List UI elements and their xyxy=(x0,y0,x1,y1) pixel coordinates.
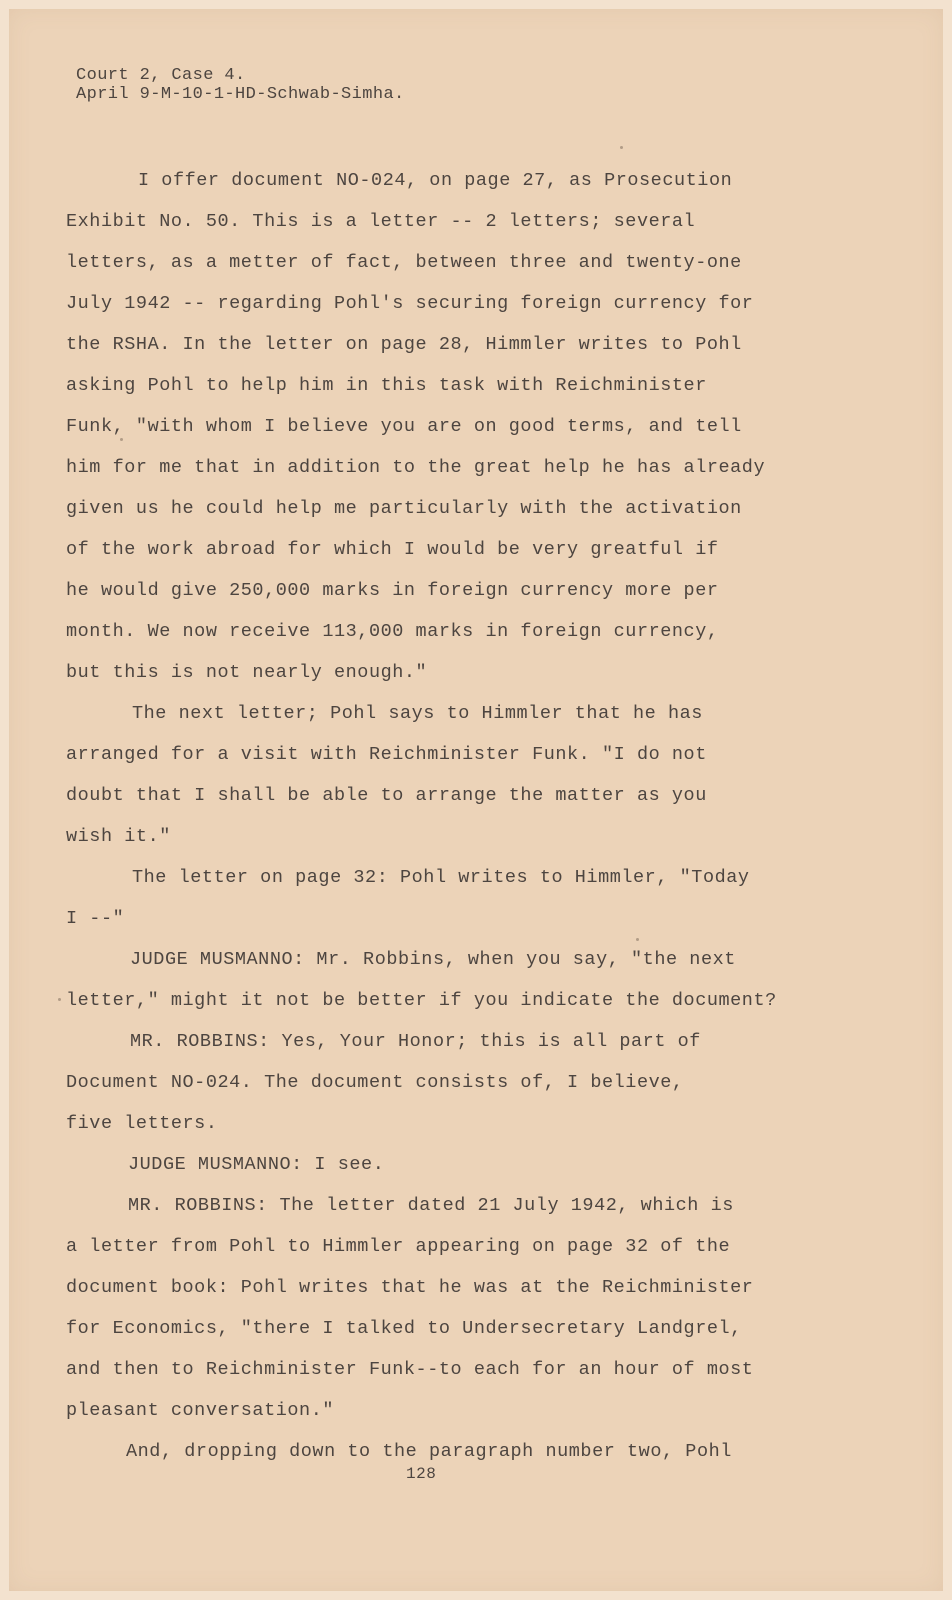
transcript-line: letters, as a metter of fact, between three and twenty-one xyxy=(66,252,742,273)
transcript-line: JUDGE MUSMANNO: Mr. Robbins, when you say, "the next xyxy=(130,949,736,970)
transcript-line: given us he could help me particularly with the activation xyxy=(66,498,742,519)
transcript-line: I --" xyxy=(66,908,125,929)
transcript-line: JUDGE MUSMANNO: I see. xyxy=(128,1154,385,1175)
transcript-line: the RSHA. In the letter on page 28, Himmler writes to Pohl xyxy=(66,334,742,355)
transcript-line: he would give 250,000 marks in foreign currency more per xyxy=(66,580,719,601)
transcript-line: MR. ROBBINS: The letter dated 21 July 1942, which is xyxy=(128,1195,734,1216)
transcript-line: letter," might it not be better if you indicate the document? xyxy=(66,990,777,1011)
transcript-line: wish it." xyxy=(66,826,171,847)
transcript-line: month. We now receive 113,000 marks in foreign currency, xyxy=(66,621,719,642)
case-header-line-2: April 9-M-10-1-HD-Schwab-Simha. xyxy=(76,85,405,104)
transcript-line: a letter from Pohl to Himmler appearing on page 32 of the xyxy=(66,1236,731,1257)
transcript-line: doubt that I shall be able to arrange the matter as you xyxy=(66,785,707,806)
transcript-line: And, dropping down to the paragraph number two, Pohl xyxy=(126,1441,732,1462)
transcript-line: Funk, "with whom I believe you are on good terms, and tell xyxy=(66,416,742,437)
transcript-line: I offer document NO-024, on page 27, as Prosecution xyxy=(138,170,733,191)
case-header-line-1: Court 2, Case 4. xyxy=(76,66,246,85)
paper-speck xyxy=(636,938,639,941)
paper-speck xyxy=(120,438,123,441)
transcript-line: him for me that in addition to the great help he has already xyxy=(66,457,766,478)
transcript-line: pleasant conversation." xyxy=(66,1400,334,1421)
paper-speck xyxy=(620,146,623,149)
transcript-line: for Economics, "there I talked to Undersecretary Landgrel, xyxy=(66,1318,742,1339)
page-number: 128 xyxy=(406,1465,437,1483)
transcript-line: document book: Pohl writes that he was at the Reichminister xyxy=(66,1277,754,1298)
transcript-line: July 1942 -- regarding Pohl's securing foreign currency for xyxy=(66,293,754,314)
transcript-line: The next letter; Pohl says to Himmler that he has xyxy=(132,703,703,724)
transcript-line: asking Pohl to help him in this task with Reichminister xyxy=(66,375,707,396)
case-header xyxy=(76,66,405,104)
transcript-line: MR. ROBBINS: Yes, Your Honor; this is all part of xyxy=(130,1031,701,1052)
transcript-line: The letter on page 32: Pohl writes to Himmler, "Today xyxy=(132,867,750,888)
transcript-line: Document NO-024. The document consists of, I believe, xyxy=(66,1072,684,1093)
transcript-line: Exhibit No. 50. This is a letter -- 2 letters; several xyxy=(66,211,696,232)
transcript-line: but this is not nearly enough." xyxy=(66,662,428,683)
transcript-line: five letters. xyxy=(66,1113,218,1134)
transcript-body xyxy=(66,160,896,1472)
transcript-line: of the work abroad for which I would be very greatful if xyxy=(66,539,719,560)
transcript-line: and then to Reichminister Funk--to each for an hour of most xyxy=(66,1359,754,1380)
transcript-line: arranged for a visit with Reichminister Funk. "I do not xyxy=(66,744,707,765)
paper-speck xyxy=(58,998,61,1001)
